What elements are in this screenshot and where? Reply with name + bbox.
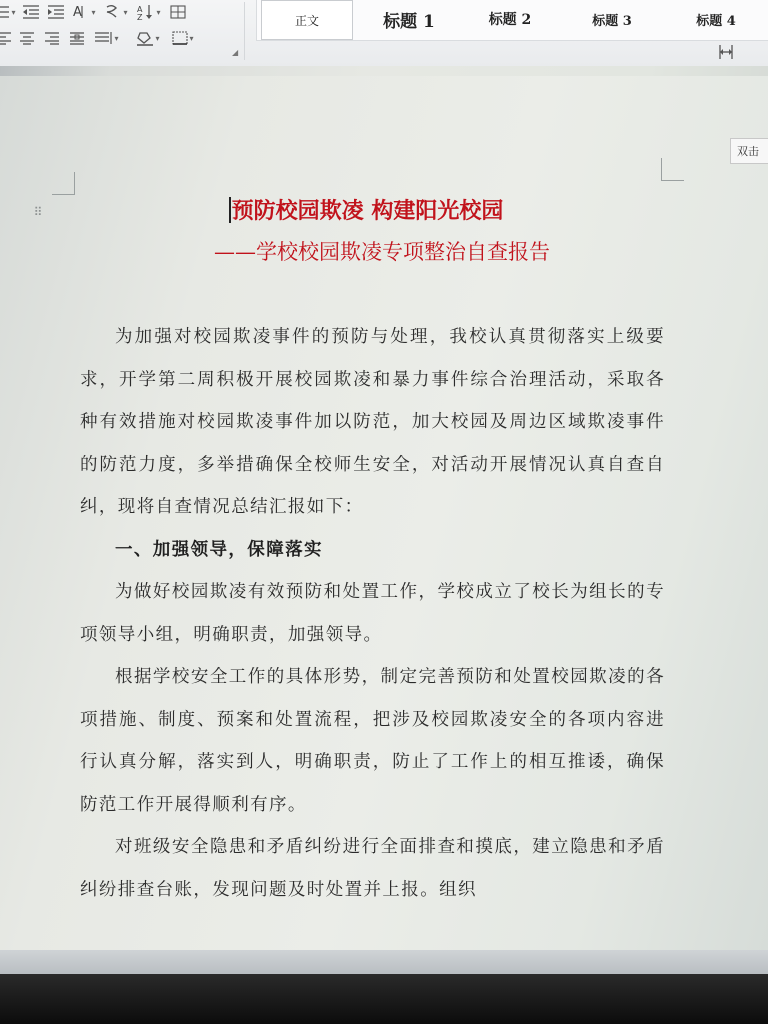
line-spacing-icon[interactable]: ▾	[102, 2, 130, 22]
body-paragraph: 根据学校安全工作的具体形势，制定完善预防和处置校园欺凌的各项措施、制度、预案和处置流程，把涉及校园欺凌安全的各项内容进行认真分解，落实到人，明确职责，防止了工作上的相互推诿，确保防范工作开展得顺利有序。	[80, 667, 665, 815]
tooltip-label: 双击	[737, 145, 759, 158]
margin-corner-mark	[52, 172, 75, 195]
dialog-launcher-icon[interactable]: ◢	[232, 48, 239, 57]
justify-icon[interactable]	[67, 28, 87, 48]
table-borders-icon[interactable]	[168, 2, 188, 22]
style-heading-3-label: 标题 3	[592, 13, 632, 29]
style-heading-4-label: 标题 4	[696, 13, 736, 29]
document-title-text: 预防校园欺凌 构建阳光校园	[231, 199, 504, 224]
borders-icon[interactable]: ▾	[168, 28, 198, 48]
distributed-align-icon[interactable]: ▾	[114, 33, 119, 43]
align-center-icon[interactable]	[17, 28, 37, 48]
align-right-icon[interactable]	[42, 28, 62, 48]
numbered-list-icon[interactable]: ▾	[11, 7, 16, 17]
ribbon-row-2	[0, 27, 203, 49]
body-paragraph: 对班级安全隐患和矛盾纠纷进行全面排查和摸底，建立隐患和矛盾纠纷排查台账，发现问题及时处置并上报。组织	[80, 837, 665, 900]
margin-corner-mark	[661, 158, 684, 181]
text-cursor	[229, 197, 231, 223]
drag-handle-icon[interactable]: ⠿	[33, 205, 43, 219]
style-heading-2-label: 标题 2	[488, 12, 532, 28]
status-bar	[0, 950, 768, 974]
section-heading: 一、加强领导，保障落实	[115, 539, 323, 560]
style-gallery	[256, 0, 768, 41]
monitor-bezel	[0, 974, 768, 1024]
style-heading-1-label: 标题 1	[383, 11, 435, 32]
svg-text:Z: Z	[137, 13, 143, 20]
ribbon-group-separator	[244, 2, 245, 60]
style-heading-4[interactable]	[671, 0, 761, 38]
document-body	[80, 316, 665, 911]
style-heading-1[interactable]	[359, 0, 459, 38]
ribbon	[0, 0, 768, 67]
increase-indent-icon[interactable]	[46, 2, 66, 22]
body-paragraph: 为加强对校园欺凌事件的预防与处理，我校认真贯彻落实上级要求，开学第二周积极开展校园欺凌和暴力事件综合治理活动，采取各种有效措施对校园欺凌事件加以防范，加大校园及周边区域欺凌事件的防范力度，多举措确保全校师生安全，对活动开展情况认真自查自纠，现将自查情况总结汇报如下：	[80, 327, 665, 517]
text-direction-icon[interactable]: A ▾	[73, 5, 96, 20]
align-left-icon[interactable]	[0, 28, 12, 48]
svg-text:A: A	[137, 5, 143, 14]
body-paragraph: 为做好校园欺凌有效预防和处置工作，学校成立了校长为组长的专项领导小组，明确职责，加强领导。	[80, 582, 665, 645]
decrease-indent-icon[interactable]	[21, 2, 41, 22]
ruler-toggle-icon[interactable]	[717, 44, 735, 60]
sort-icon[interactable]: A Z ▾	[137, 5, 161, 20]
style-heading-3[interactable]	[567, 0, 657, 38]
style-normal-label: 正文	[294, 13, 319, 28]
document-subtitle: ——学校校园欺凌专项整治自查报告	[214, 240, 550, 264]
document-page[interactable]	[0, 76, 768, 958]
style-normal[interactable]	[261, 0, 353, 40]
document-workspace	[0, 66, 768, 958]
document-title	[0, 194, 750, 225]
shading-icon[interactable]: ▾	[133, 28, 163, 48]
ribbon-row-1	[0, 1, 193, 23]
style-heading-2[interactable]	[465, 0, 555, 38]
double-click-tooltip	[730, 138, 768, 164]
svg-text:A: A	[73, 5, 83, 20]
